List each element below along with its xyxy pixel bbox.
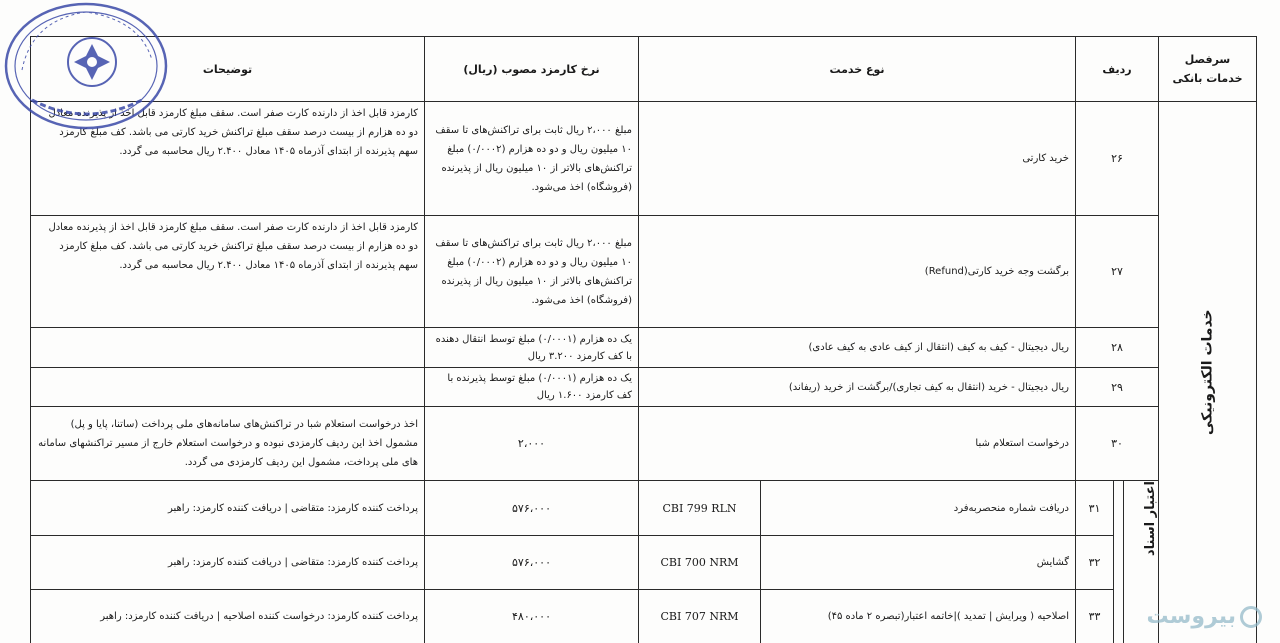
service-name: درخواست استعلام شبا [975, 438, 1069, 449]
notes-text: کارمزد قابل اخذ از دارنده کارت صفر است. سقف مبلغ کارمزد قابل اخذ از پذیرنده معادل دو ده هزارم از بیست درصد سقف مبلغ تراکنش خرید کارتی می باشد. کف مبلغ کارمزد سهم پذیرنده از ابتدای آذرماه ۱۴۰۵ معادل ۲.۴۰۰ ریال محاسبه می گردد. [48, 108, 418, 157]
row-number: ۲۹ [1111, 380, 1123, 394]
service-code: CBI 700 NRM [660, 556, 739, 569]
notes-text [31, 368, 424, 406]
notes-text [31, 328, 424, 367]
site-watermark [1146, 604, 1262, 629]
row-number: ۳۰ [1111, 437, 1123, 450]
fee-rate: یک ده هزارم (۰/۰۰۰۱) مبلغ توسط پذیرنده با کف کارمزد ۱.۶۰۰ ریال [447, 373, 632, 401]
row-number: ۳۲ [1088, 556, 1101, 569]
service-code: CBI 707 NRM [660, 610, 739, 623]
fee-rate: ۴۸۰،۰۰۰ [512, 610, 551, 623]
section-electronic-services: خدمات الکترونیکی [1199, 309, 1216, 436]
header-row-number: ردیف [1102, 62, 1132, 76]
row-number: ۳۳ [1088, 610, 1101, 623]
fee-rate: ۲،۰۰۰ [517, 437, 546, 450]
fee-rate: ۵۷۶،۰۰۰ [512, 556, 551, 569]
col-border [1113, 480, 1114, 643]
row-number: ۲۶ [1111, 152, 1123, 165]
header-approved-rate: نرخ کارمزد مصوب (ریال) [463, 62, 600, 76]
notes-text: پرداخت کننده کارمزد: متقاضی | دریافت کننده کارمزد: راهبر [168, 557, 418, 568]
row-number: ۲۸ [1111, 341, 1123, 354]
notes-text: کارمزد قابل اخذ از دارنده کارت صفر است. سقف مبلغ کارمزد قابل اخذ از پذیرنده معادل دو ده هزارم از بیست درصد سقف مبلغ تراکنش خرید کارتی می باشد. کف مبلغ کارمزد سهم پذیرنده از ابتدای آذرماه ۱۴۰۵ معادل ۲.۴۰۰ ریال محاسبه می گردد. [48, 222, 418, 271]
service-name: خرید کارتی [1022, 153, 1069, 164]
fee-rate: یک ده هزارم (۰/۰۰۰۱) مبلغ توسط انتقال دهنده با کف کارمزد ۳.۲۰۰ ریال [435, 333, 632, 362]
row-number: ۲۷ [1111, 265, 1123, 278]
notes-text: پرداخت کننده کارمزد: متقاضی | دریافت کننده کارمزد: راهبر [168, 502, 418, 514]
service-name: ریال دیجیتال - خرید (انتقال به کیف تجاری)/برگشت از خرید (ریفاند) [788, 381, 1069, 393]
central-bank-seal-stamp [2, 0, 172, 130]
service-name: ریال دیجیتال - کیف به کیف (انتقال از کیف عادی به کیف عادی) [808, 342, 1069, 353]
fee-rate: ۵۷۶،۰۰۰ [512, 501, 551, 515]
notes-text: پرداخت کننده کارمزد: درخواست کننده اصلاحیه | دریافت کننده کارمزد: راهبر [100, 611, 418, 622]
watermark-logo-icon [1240, 606, 1262, 628]
fee-rate: مبلغ ۲،۰۰۰ ریال ثابت برای تراکنش‌های تا سقف ۱۰ میلیون ریال و دو ده هزارم (۰/۰۰۰۲) مبلغ تراکنش‌های بالاتر از ۱۰ میلیون ریال از پذیرنده (فروشگاه) اخذ می‌شود. [435, 237, 632, 306]
service-name: اصلاحیه ( ویرایش | تمدید )|خاتمه اعتبار(تبصره ۲ ماده ۴۵) [827, 611, 1069, 622]
bank-logo-icon [68, 38, 116, 86]
notes-text: اخذ درخواست استعلام شبا در تراکنش‌های سامانه‌های ملی پرداخت (ساتنا، پایا و پل) مشمول اخذ این ردیف کارمزدی نبوده و درخواست استعلام خارج از مسیر تراکنشهای سامانه های ملی پرداخت، مشمول این ردیف کارمزدی می گردد. [38, 419, 418, 468]
header-notes: توضیحات [202, 62, 253, 76]
subsection-letters-of-credit: اعتبار اسناد [1143, 481, 1158, 556]
row-number: ۳۱ [1088, 501, 1101, 515]
header-category: سرفصل خدمات بانکی [1172, 53, 1243, 85]
col-border [1256, 36, 1257, 643]
fee-rate: مبلغ ۲،۰۰۰ ریال ثابت برای تراکنش‌های تا سقف ۱۰ میلیون ریال و دو ده هزارم (۰/۰۰۰۲) مبلغ تراکنش‌های بالاتر از ۱۰ میلیون ریال از پذیرنده (فروشگاه) اخذ می‌شود. [435, 124, 632, 193]
service-name: دریافت شماره منحصربه‌فرد [953, 502, 1069, 514]
header-service-type: نوع خدمت [829, 62, 885, 76]
service-name: گشایش [1036, 557, 1069, 568]
watermark-text: بیروست [1146, 604, 1236, 629]
service-name: برگشت وجه خرید کارتی(Refund) [924, 266, 1069, 277]
service-code: CBI 799 RLN [662, 501, 737, 515]
